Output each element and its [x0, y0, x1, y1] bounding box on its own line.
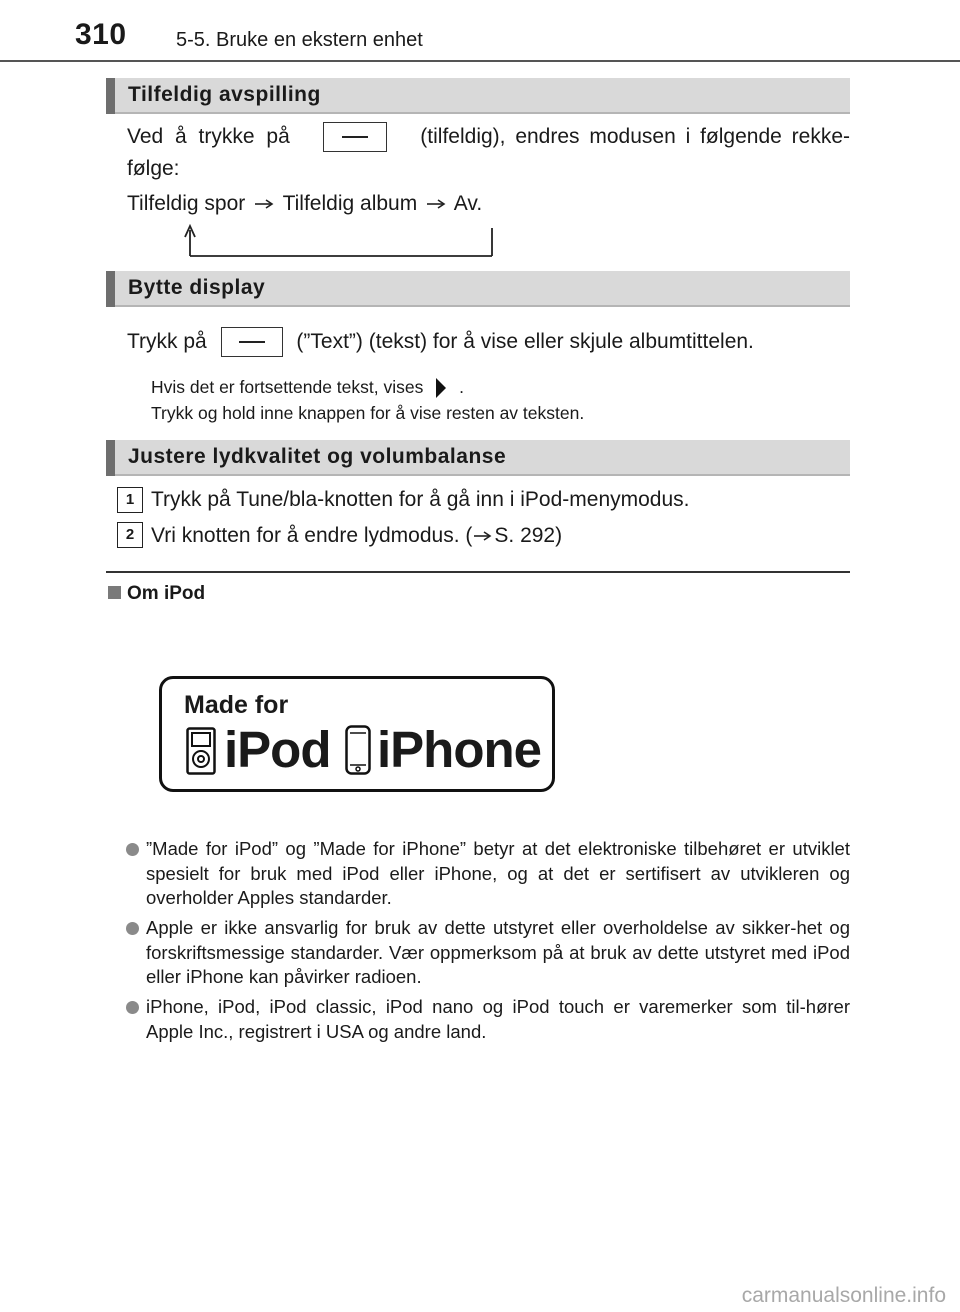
- step-2-text: [151, 520, 562, 552]
- page-number: 310: [75, 18, 127, 51]
- section-header-random: [106, 78, 850, 114]
- section-title: Justere lydkvalitet og volumbalanse: [128, 445, 507, 468]
- bullet-text: ”Made for iPod” og ”Made for iPhone” betyr at det elektroniske tilbehøret er utviklet spesielt for bruk med iPod eller iPhone, og at det er sertifisert av utvikleren og overholder Apples standarder.: [146, 838, 850, 908]
- section-title: Tilfeldig avspilling: [128, 83, 321, 106]
- section-title: Bytte display: [128, 276, 266, 299]
- round-bullet-icon: [126, 843, 139, 856]
- bullet-text: iPhone, iPod, iPod classic, iPod nano og iPod touch er varemerker som til-hører Apple Inc., registrert i USA og andre land.: [146, 996, 850, 1042]
- ipod-device-icon: [186, 727, 216, 775]
- random-sequence: [127, 188, 482, 220]
- square-bullet-icon: [108, 586, 121, 599]
- subsection-heading: [108, 583, 205, 605]
- info-bullet: [126, 995, 850, 1044]
- sequence-step-1: Tilfeldig spor: [127, 192, 246, 215]
- header-divider: [0, 60, 960, 62]
- display-note-1-text: Hvis det er fortsettende tekst, vises: [151, 377, 424, 397]
- random-button[interactable]: [323, 122, 387, 152]
- subsection-divider: [106, 571, 850, 573]
- section-header-sound: [106, 440, 850, 476]
- sequence-step-3: Av.: [453, 192, 483, 215]
- text-button[interactable]: [221, 327, 283, 357]
- dash-icon: [239, 341, 265, 343]
- chapter-title: 5-5. Bruke en ekstern enhet: [176, 29, 423, 51]
- logo-iphone: iPhone: [377, 721, 542, 778]
- logo-made-for: Made for: [184, 691, 289, 719]
- random-paragraph: [127, 121, 850, 185]
- sequence-step-2: Tilfeldig album: [282, 192, 418, 215]
- arrow-right-icon: [425, 197, 447, 211]
- round-bullet-icon: [126, 1001, 139, 1014]
- watermark: carmanualsonline.info: [741, 1284, 946, 1307]
- dash-icon: [342, 136, 368, 138]
- info-bullet: [126, 837, 850, 911]
- random-text-before: Ved å trykke på: [127, 125, 290, 148]
- subsection-heading-text: Om iPod: [127, 583, 206, 604]
- step-2-text-before: Vri knotten for å endre lydmodus. (: [151, 524, 473, 547]
- arrow-right-icon: [253, 197, 275, 211]
- continue-arrow-icon: [430, 376, 452, 400]
- info-bullet: [126, 916, 850, 990]
- step-number-badge: 1: [117, 487, 143, 513]
- display-text-after: (”Text”) (tekst) for å vise eller skjule albumtittelen.: [296, 330, 754, 353]
- arrow-right-icon: [473, 529, 493, 543]
- random-text-line2: følge:: [127, 157, 180, 180]
- display-paragraph: [127, 326, 754, 358]
- bullet-text: Apple er ikke ansvarlig for bruk av dette utstyret eller overholdelse av sikker-het og forskriftsmessige standarder. Vær oppmerksom på at bruk av dette utstyret med iPod eller iPhone kan påvirker radioen.: [146, 917, 850, 987]
- logo-ipod: iPod: [224, 721, 331, 778]
- loop-back-arrow-icon: [180, 224, 500, 260]
- random-text-after: (tilfeldig), endres modusen i følgende rekke-: [420, 125, 850, 148]
- display-note-2: Trykk og hold inne knappen for å vise resten av teksten.: [151, 403, 585, 423]
- display-text-before: Trykk på: [127, 330, 207, 353]
- section-header-display: [106, 271, 850, 307]
- display-note-1: [151, 374, 464, 400]
- page-reference-link[interactable]: S. 292): [494, 524, 563, 547]
- section-marker: [106, 440, 115, 476]
- section-marker: [106, 271, 115, 307]
- section-marker: [106, 78, 115, 114]
- step-number-badge: 2: [117, 522, 143, 548]
- made-for-ipod-iphone-logo: [159, 676, 555, 792]
- iphone-device-icon: [345, 725, 371, 775]
- step-1-text: Trykk på Tune/bla-knotten for å gå inn i iPod-menymodus.: [151, 488, 690, 511]
- round-bullet-icon: [126, 922, 139, 935]
- display-note-1-end: .: [459, 377, 464, 397]
